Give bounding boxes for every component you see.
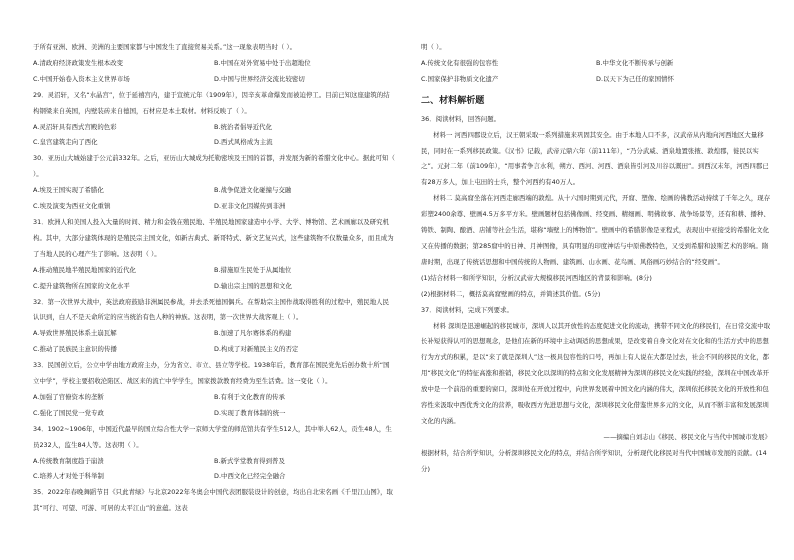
- q28-options-row2: [33, 72, 395, 88]
- right-column: [421, 40, 771, 478]
- q29-option-d: D.西式风格成为主流: [214, 138, 273, 147]
- q28-options-row1: [33, 56, 395, 72]
- q35-stem: 35．2022年春晚舞蹈节目《只此青绿》与北京2022年冬奥会中国代表团服装设计的创意，均出自北宋名画《千里江山图》，取其“可行、可望、可游、可居的太平江山”的意蕴。这表: [33, 488, 393, 513]
- q31-option-c: C.提升建筑物所在国家的文化水平: [33, 281, 130, 290]
- q33-options-row1: [33, 390, 395, 406]
- q31-stem: 31．欧洲人和美国人投入大量的时间、精力和金钱在殖民地、半殖民地国家建造中小学、大学、博物馆、艺术画廊以及研究机构。其中，大部分建筑体现的是殖民宗主国文化，如新古典式、新哥特式、新文艺复兴式，这些建筑物不仅数量众多，而且成为了当地人民的心理产生了影响。这表明（ ）。: [33, 217, 394, 258]
- q32-option-c: C.推动了民族民主意识的传播: [33, 345, 117, 354]
- q37-source: ——摘编自刘志山《移民、移民文化与当代中国城市发展》: [603, 432, 771, 441]
- q30-options-row1: [33, 183, 395, 199]
- q31-option-d: D.输出宗主国的思想和文化: [214, 281, 292, 290]
- q37-material: 材料 深圳是迅速崛起的移民城市，深圳人以其开放性的态度促进文化的流动，携带不同文化的移民们，在日常交流中取长补短获得认可的思想观念，是他们在新的环境中主动调适的思想成果，是改变着自身文化对在文化和的生活方式中的思想行为方式的积累，是以“来了就是深圳人”这一极具包容性的口号，再加上有人说在大都是过去，社会不同的移民的文化，都用“移民文化”的特征高涨和推销，移民文化以深圳的特点和文化发展精神为深圳的移民文化实践的经验，深圳在中国改革开放中是一个前沿的重要的窗口，深圳处在开放过程中，向世界发展着中国文化内涵的伟大，深圳依托移民文化的开放性和包容性来汲取中西优秀文化的营养，吸收西方先进思想与文化，深圳移民文化借鉴世界多元的文化，从而不断丰富和发展深圳文化的内涵。: [421, 321, 771, 425]
- q34-options-row2: [33, 469, 395, 485]
- section-heading: 二、材料解析题: [421, 95, 485, 106]
- q35-options-row1: [421, 56, 771, 72]
- q31-option-b: B.措施原生民处于从属地位: [214, 265, 292, 274]
- q34-stem: 34．1902~1906年，中国近代最早的国立综合性大学一京师大学堂的师范馆共有学生512人，其中举人62人，贡生48人，生员232人，监生84人等。这表明（ ）。: [33, 424, 392, 449]
- q32-options-row1: [33, 326, 395, 342]
- q36-intro: 36．阅读材料，回答问题。: [421, 114, 501, 123]
- q34-option-d: D.中西文化已经完全融合: [214, 472, 286, 481]
- q35-options-row2: [421, 72, 771, 88]
- q35-option-b: B.中华文化不断传承与创新: [596, 58, 674, 67]
- q29-option-b: B.统治者倡导近代化: [214, 122, 273, 131]
- q35-option-a: A.传统文化有很强的包容性: [421, 58, 499, 67]
- q30-options-row2: [33, 199, 395, 215]
- q33-options-row2: [33, 406, 395, 422]
- q29-stem: 29．灵沼轩，又名“水晶宫”，位于延禧宫内，建于宣统元年（1909年），因辛亥革命爆发而被迫停工。目前已知这座建筑的结构钢梁来自英国，内壁装砖来自德国，石材应是本土取材。材料反映了（ ）。: [33, 90, 390, 115]
- q30-option-d: D.亚非文化因媒传到非洲: [214, 202, 286, 211]
- q30-option-a: A.埃及王国实现了希腊化: [33, 186, 104, 195]
- q29-options-row2: [33, 135, 395, 151]
- q36-material-1: 材料一 河西四郡设立后，汉王朝采取一系列措施来巩固其安全。由于本地人口不多，汉武帝从内地向河西地区大量移民，同时在一系列移民政策。《汉书》记载，武帝元鼎六年（前111年），“乃分武威、酒泉地置张掖、敦煌郡，徙民以实之”。元封二年（前109年），“用事者争言水利，朔方、西河、河西、酒泉皆引河及川谷以溉田”。到西汉末年，河西四郡已有28万多人，加上屯田的士兵，整个河西约有40万人。: [421, 130, 769, 187]
- q29-option-a: A.灵沼轩具有西式宫殿的色彩: [33, 122, 117, 131]
- q28-tail: 于所有亚洲、欧洲、美洲的主要国家都与中国发生了直接贸易关系。”这一现象表明当时（ ）。: [33, 43, 297, 51]
- q30-option-c: C.埃及演变为西亚文化重镇: [33, 202, 111, 211]
- q36-subquestion-1: (1)结合材料一和所学知识，分析汉武帝大规模移民河西地区的背景和影响。(8分): [421, 273, 652, 282]
- q35-option-c: C.国家保护非物质文化遗产: [421, 74, 499, 83]
- q33-option-a: A.加强了官僚资本的垄断: [33, 392, 104, 401]
- q37-question: 根据材料，结合所学知识，分析深圳移民文化的特点，并结合所学知识，分析现代化移民对当代中国城市发展的贡献。(14分): [421, 448, 767, 473]
- q32-option-a: A.导致世界殖民体系土崩瓦解: [33, 329, 117, 338]
- q37-intro: 37．阅读材料，完成下列要求。: [421, 305, 513, 314]
- q33-option-c: C.强化了国民党一党专政: [33, 408, 104, 417]
- q33-option-d: D.实现了教育体制的统一: [214, 408, 286, 417]
- q31-options-row2: [33, 279, 395, 295]
- q36-subquestion-2: (2)根据材料二，概括莫高窟壁画的特点，并简述其价值。(5分): [421, 289, 601, 298]
- q34-option-c: C.培养人才对处于科举制: [33, 472, 104, 481]
- q35-tail: 明（ ）。: [421, 43, 446, 51]
- q28-option-c: C.中国开始卷入资本主义世界市场: [33, 74, 130, 83]
- q35-option-d: D.以天下为己任的家国情怀: [596, 74, 674, 83]
- q32-option-b: B.加速了凡尔赛体系的构建: [214, 329, 292, 338]
- q30-stem: 30．亚历山大城始建于公元前332年。之后，亚历山大城成为托勒密埃及王国的首都，并发展为新的希腊文化中心。据此可知（ ）。: [33, 154, 395, 179]
- q32-options-row2: [33, 342, 395, 358]
- q30-option-b: B.战争促进文化碰撞与交融: [214, 186, 292, 195]
- left-column: [33, 40, 395, 517]
- q31-options-row1: [33, 263, 395, 279]
- q28-option-a: A.清政府经济政策发生根本改变: [33, 58, 124, 67]
- q32-stem: 32．第一次世界大战中，英法政府鼓励非洲属民参战，并去杀死德国偶兵。在帮助宗主国作战取得胜利的过程中，殖民地人民认识到，白人不是天命所定的应当统治有色人种的神族。这表明，第一次世界大战客观上（ ）。: [33, 297, 390, 322]
- q31-option-a: A.推动殖民地半殖民地国家的近代化: [33, 265, 136, 274]
- q36-material-2: 材料二 莫高窟坐落在河西走廊西端的敦煌。从十六国时期到元代，开窟、塑像、绘画的佛教活动持续了千年之久，现存彩塑2400余尊、壁画4.5万多平方米。壁画题材包括佛像画、经变画、精细画、明佛故事、战争场景等，还有和耕、播种、铸铁、制陶、酿酒、店铺等社会生活，堪称“墙壁上的博物馆”。壁画中的希腊影像是亚程式，表现出中亚接受的希腊化文化又在传播的数据；第285窟中的日神、月神图像，具有明显的印度神话与中原佛教特色，又受到希腊和波斯艺术的影响。隋唐时期，出现了传统话思想和中国传统的人物画、建筑画、山水画、花鸟画、风俗画巧妙结合的“经变画”。: [421, 194, 771, 266]
- q32-option-d: D.构成了对新殖民主义的否定: [214, 345, 299, 354]
- q33-stem: 33．民国创立后，公立中学由地方政府主办，分为省立、市立、县立等学校。1938年后，教育部在国民党先后创办数十所“国立中学”，学校主要招收沦陷区、战区来的流亡中学学生，国家拨款教育经费为至生活费。这一变化（ ）。: [33, 361, 390, 386]
- q34-option-a: A.传统教育制度趋于崩溃: [33, 456, 104, 465]
- q29-options-row1: [33, 120, 395, 136]
- q28-option-b: B.中国在对外贸易中处于出超地位: [214, 58, 311, 67]
- q33-option-b: B.有利于文化教育的传承: [214, 392, 285, 401]
- q34-option-b: B.新式学堂教育得到普及: [214, 456, 285, 465]
- q34-options-row1: [33, 454, 395, 470]
- q28-option-d: D.中国与世界经济交流比较密切: [214, 74, 305, 83]
- q29-option-c: C.皇宫建筑走向了西化: [33, 138, 98, 147]
